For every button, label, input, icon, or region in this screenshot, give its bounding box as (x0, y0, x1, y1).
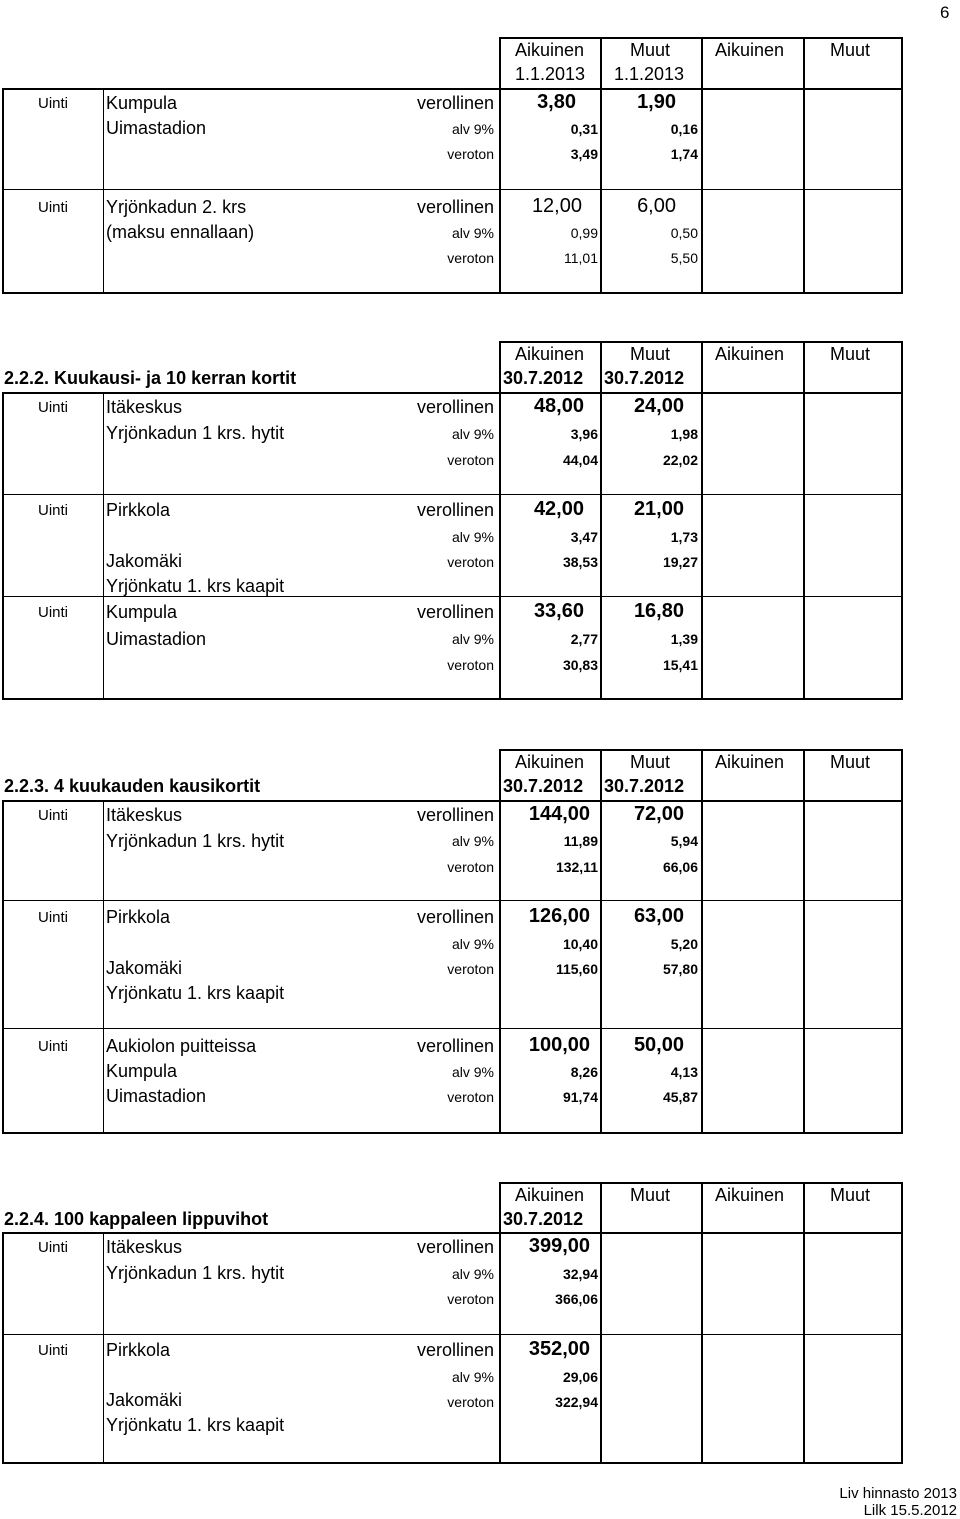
category-label: Uinti (38, 199, 69, 216)
vat-adult: 0,31 (570, 121, 598, 137)
label-untaxed: veroton (447, 859, 494, 875)
net-adult: 3,49 (570, 146, 598, 162)
label-untaxed: veroton (447, 452, 494, 468)
category-label: Uinti (38, 909, 69, 926)
net-adult: 322,94 (555, 1394, 598, 1410)
net-adult: 11,01 (564, 250, 598, 266)
label-vat: alv 9% (451, 529, 494, 545)
location: Yrjönkadun 1 krs. hytit (106, 423, 285, 443)
date-other: 30.7.2012 (604, 776, 685, 796)
vat-other: 1,39 (670, 631, 698, 647)
net-other: 1,74 (670, 146, 698, 162)
vat-other: 5,94 (670, 833, 698, 849)
location: Uimastadion (106, 1086, 207, 1106)
vat-adult: 2,77 (570, 631, 598, 647)
category-label: Uinti (38, 807, 69, 824)
price-taxed-adult: 12,00 (531, 195, 582, 217)
label-vat: alv 9% (451, 631, 494, 647)
net-other: 57,80 (662, 961, 698, 977)
net-other: 5,50 (670, 250, 698, 266)
location: Jakomäki (106, 551, 183, 571)
price-taxed-other: 6,00 (637, 195, 676, 217)
header-adult: Aikuinen (515, 1185, 585, 1205)
vat-adult: 32,94 (562, 1266, 598, 1282)
label-vat: alv 9% (451, 833, 494, 849)
header-other-new: Muut (830, 752, 871, 772)
location: Uimastadion (106, 118, 207, 138)
net-adult: 366,06 (555, 1291, 598, 1307)
label-vat: alv 9% (451, 1064, 494, 1080)
location: Yrjönkatu 1. krs kaapit (106, 983, 285, 1003)
location: Kumpula (106, 1061, 178, 1081)
location: Yrjönkadun 1 krs. hytit (106, 831, 285, 851)
location: Itäkeskus (106, 805, 183, 825)
location: Yrjönkatu 1. krs kaapit (106, 576, 285, 596)
location: Yrjönkadun 1 krs. hytit (106, 1263, 285, 1283)
header-other: Muut (630, 344, 671, 364)
header-other: Muut (630, 1185, 671, 1205)
label-taxed: verollinen (416, 602, 494, 622)
price-taxed-adult: 352,00 (528, 1338, 590, 1360)
location: Uimastadion (106, 629, 207, 649)
page-number: 6 (940, 3, 950, 22)
label-vat: alv 9% (451, 936, 494, 952)
date-adult: 30.7.2012 (503, 776, 584, 796)
vat-other: 0,16 (670, 121, 698, 137)
footer-line-1: Liv hinnasto 2013 (839, 1485, 957, 1502)
price-taxed-other: 72,00 (633, 803, 684, 825)
net-adult: 30,83 (562, 657, 598, 673)
label-taxed: verollinen (416, 93, 494, 113)
footer-line-2: Lilk 15.5.2012 (863, 1502, 957, 1519)
price-taxed-other: 50,00 (633, 1034, 684, 1056)
section-title: 2.2.4. 100 kappaleen lippuvihot (4, 1209, 269, 1229)
price-taxed-other: 21,00 (633, 498, 684, 520)
net-adult: 132,11 (555, 859, 598, 875)
category-label: Uinti (38, 95, 69, 112)
header-adult-new: Aikuinen (715, 1185, 785, 1205)
header-adult: Aikuinen (515, 40, 585, 60)
label-taxed: verollinen (416, 1237, 494, 1257)
vat-other: 5,20 (670, 936, 698, 952)
price-taxed-adult: 33,60 (533, 600, 584, 622)
category-label: Uinti (38, 604, 69, 621)
label-untaxed: veroton (447, 657, 494, 673)
header-adult-new: Aikuinen (715, 344, 785, 364)
price-taxed-adult: 399,00 (528, 1235, 590, 1257)
header-other-new: Muut (830, 344, 871, 364)
location: Itäkeskus (106, 1237, 183, 1257)
date-other: 30.7.2012 (604, 368, 685, 388)
label-taxed: verollinen (416, 197, 494, 217)
vat-adult: 11,89 (563, 833, 598, 849)
header-adult: Aikuinen (515, 752, 585, 772)
vat-other: 1,98 (670, 426, 698, 442)
label-vat: alv 9% (451, 225, 494, 241)
category-label: Uinti (38, 1038, 69, 1055)
vat-adult: 3,47 (570, 529, 598, 545)
vat-adult: 8,26 (570, 1064, 598, 1080)
label-taxed: verollinen (416, 1036, 494, 1056)
location: (maksu ennallaan) (106, 222, 255, 242)
price-taxed-other: 1,90 (637, 91, 676, 113)
price-taxed-adult: 126,00 (528, 905, 590, 927)
label-untaxed: veroton (447, 250, 494, 266)
header-other-new: Muut (830, 1185, 871, 1205)
date-adult: 1.1.2013 (515, 64, 586, 84)
net-adult: 38,53 (562, 554, 598, 570)
price-taxed-other: 24,00 (633, 395, 684, 417)
label-taxed: verollinen (416, 907, 494, 927)
vat-adult: 29,06 (562, 1369, 598, 1385)
net-other: 22,02 (662, 452, 698, 468)
section-title: 2.2.2. Kuukausi- ja 10 kerran kortit (4, 368, 297, 388)
header-adult-new: Aikuinen (715, 752, 785, 772)
vat-adult: 0,99 (570, 225, 598, 241)
label-untaxed: veroton (447, 146, 494, 162)
label-taxed: verollinen (416, 1340, 494, 1360)
net-adult: 115,60 (555, 961, 598, 977)
price-taxed-adult: 3,80 (537, 91, 576, 113)
location: Yrjönkadun 2. krs (106, 197, 247, 217)
net-other: 15,41 (662, 657, 698, 673)
vat-other: 4,13 (670, 1064, 698, 1080)
label-taxed: verollinen (416, 397, 494, 417)
price-taxed-adult: 48,00 (533, 395, 584, 417)
label-untaxed: veroton (447, 1291, 494, 1307)
price-taxed-other: 16,80 (633, 600, 684, 622)
net-adult: 44,04 (562, 452, 598, 468)
net-other: 19,27 (662, 554, 698, 570)
location: Itäkeskus (106, 397, 183, 417)
location: Jakomäki (106, 1390, 183, 1410)
header-adult-new: Aikuinen (715, 40, 785, 60)
location: Jakomäki (106, 958, 183, 978)
label-taxed: verollinen (416, 805, 494, 825)
label-taxed: verollinen (416, 500, 494, 520)
net-other: 66,06 (662, 859, 698, 875)
category-label: Uinti (38, 399, 69, 416)
location: Kumpula (106, 93, 178, 113)
label-vat: alv 9% (451, 1369, 494, 1385)
net-other: 45,87 (662, 1089, 698, 1105)
date-adult: 30.7.2012 (503, 368, 584, 388)
vat-other: 0,50 (670, 225, 698, 241)
vat-adult: 10,40 (562, 936, 598, 952)
header-other-new: Muut (830, 40, 871, 60)
category-label: Uinti (38, 1342, 69, 1359)
label-untaxed: veroton (447, 554, 494, 570)
location: Kumpula (106, 602, 178, 622)
label-untaxed: veroton (447, 1394, 494, 1410)
label-vat: alv 9% (451, 426, 494, 442)
label-untaxed: veroton (447, 1089, 494, 1105)
section-title: 2.2.3. 4 kuukauden kausikortit (4, 776, 261, 796)
category-label: Uinti (38, 1239, 69, 1256)
header-other: Muut (630, 40, 671, 60)
label-untaxed: veroton (447, 961, 494, 977)
location: Pirkkola (106, 907, 171, 927)
location: Pirkkola (106, 500, 171, 520)
location: Pirkkola (106, 1340, 171, 1360)
vat-other: 1,73 (670, 529, 698, 545)
category-label: Uinti (38, 502, 69, 519)
header-adult: Aikuinen (515, 344, 585, 364)
price-taxed-adult: 100,00 (528, 1034, 590, 1056)
price-taxed-adult: 42,00 (533, 498, 584, 520)
price-taxed-adult: 144,00 (528, 803, 590, 825)
location: Aukiolon puitteissa (106, 1036, 257, 1056)
date-other: 1.1.2013 (614, 64, 685, 84)
location: Yrjönkatu 1. krs kaapit (106, 1415, 285, 1435)
label-vat: alv 9% (451, 121, 494, 137)
vat-adult: 3,96 (570, 426, 598, 442)
header-other: Muut (630, 752, 671, 772)
net-adult: 91,74 (562, 1089, 598, 1105)
label-vat: alv 9% (451, 1266, 494, 1282)
price-taxed-other: 63,00 (633, 905, 684, 927)
date-adult: 30.7.2012 (503, 1209, 584, 1229)
